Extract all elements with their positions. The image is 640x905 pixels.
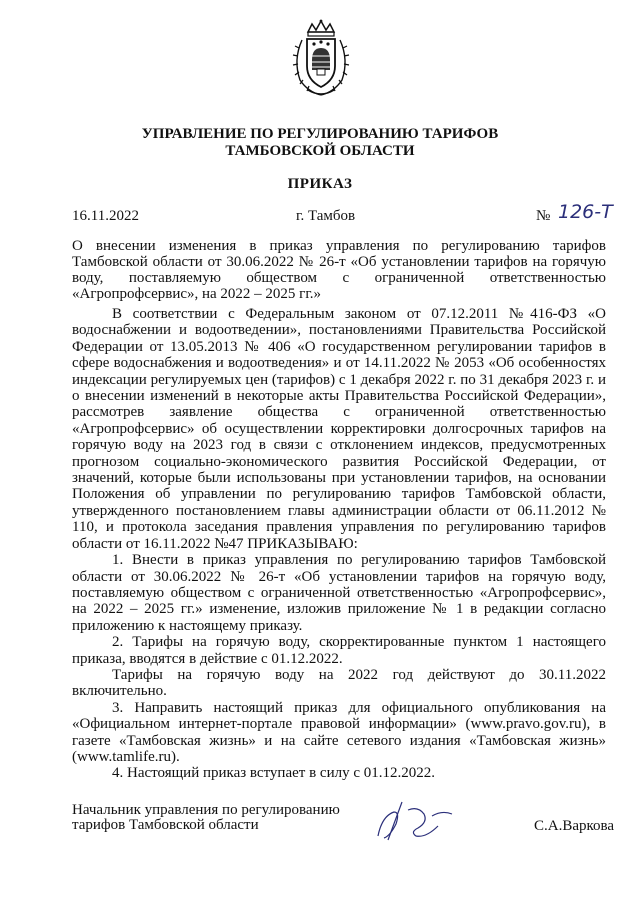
signatory-position-line1: Начальник управления по регулированию [72, 802, 340, 818]
organization-name: УПРАВЛЕНИЕ ПО РЕГУЛИРОВАНИЮ ТАРИФОВ [141, 126, 499, 142]
signatory-position-line2: тарифов Тамбовской области [72, 817, 259, 833]
document-subject: О внесении изменения в приказ управления по регулированию тарифов Тамбовской области от 30.06.2022 № 26-т «Об установлении тарифов на горячую воду, поставляемую обществом с ограниченной ответственностью «Агропрофсервис», на 2022 – 2025 гг.» [72, 238, 606, 302]
signatory-position [72, 803, 340, 833]
document-number-handwritten: 126-Т [558, 201, 613, 223]
organization-region: ТАМБОВСКОЙ ОБЛАСТИ [225, 143, 415, 159]
clause-1: 1. Внести в приказ управления по регулированию тарифов Тамбовской области от 30.06.2022 № 26-т «Об установлении тарифов на горячую воду, поставляемую обществом с ограниченной ответственностью «Агропрофсервис», на 2022 – 2025 гг.» изменение, изложив приложение № 1 в редакции согласно приложению к настоящему приказу. [72, 552, 606, 634]
document-number-label: № [536, 208, 551, 224]
clause-2-note: Тарифы на горячую воду на 2022 год действуют до 30.11.2022 включительно. [72, 666, 606, 700]
clause-4: 4. Настоящий приказ вступает в силу с 01.12.2022. [112, 765, 435, 782]
preamble-paragraph: В соответствии с Федеральным законом от 07.12.2011 №416-ФЗ «О водоснабжении и водоотведении», постановлениями Правительства Российской Федерации от 13.05.2013 № 406 «О государственном регулировании тарифов в сфере водоснабжения и водоотведения» и от 14.11.2022 № 2053 «Об особенностях индексации регулируемых цен (тарифов) с 1 декабря 2022 г. по 31 декабря 2023 г. и о внесении изменений в некоторые акты Правительства Российской Федерации», рассмотрев заявление общества с ограниченной ответственностью «Агропрофсервис» об осуществлении корректировки долгосрочных тарифов на горячую воду на 2023 год в связи с отклонением индексов, предусмотренных прогнозом социально-экономического развития Российской Федерации, от значений, которые были использованы при установлении тарифов, на основании Положения об управлении по регулированию тарифов Тамбовской области, утвержденного постановлением главы администрации области от 06.11.2012 № 110, и протокола заседания правления управления по регулированию тарифов области от 16.11.2022 №47 ПРИКАЗЫВАЮ: [72, 306, 606, 552]
coat-of-arms-icon [290, 18, 352, 98]
signatory-name: С.А.Варкова [534, 818, 615, 834]
document-body [72, 306, 606, 782]
document-date: 16.11.2022 [72, 208, 139, 224]
document-city: г. Тамбов [296, 208, 356, 224]
document-type: ПРИКАЗ [287, 176, 353, 192]
clause-2: 2. Тарифы на горячую воду, скорректированные пунктом 1 настоящего приказа, вводятся в действие с 01.12.2022. [72, 634, 606, 667]
handwritten-signature [368, 796, 468, 846]
clause-3: 3. Направить настоящий приказ для официального опубликования на «Официальном интернет-портале правовой информации» (www.pravo.gov.ru), в газете «Тамбовская жизнь» и на сайте сетевого издания «Тамбовская жизнь» (www.tamlife.ru). [72, 699, 606, 765]
